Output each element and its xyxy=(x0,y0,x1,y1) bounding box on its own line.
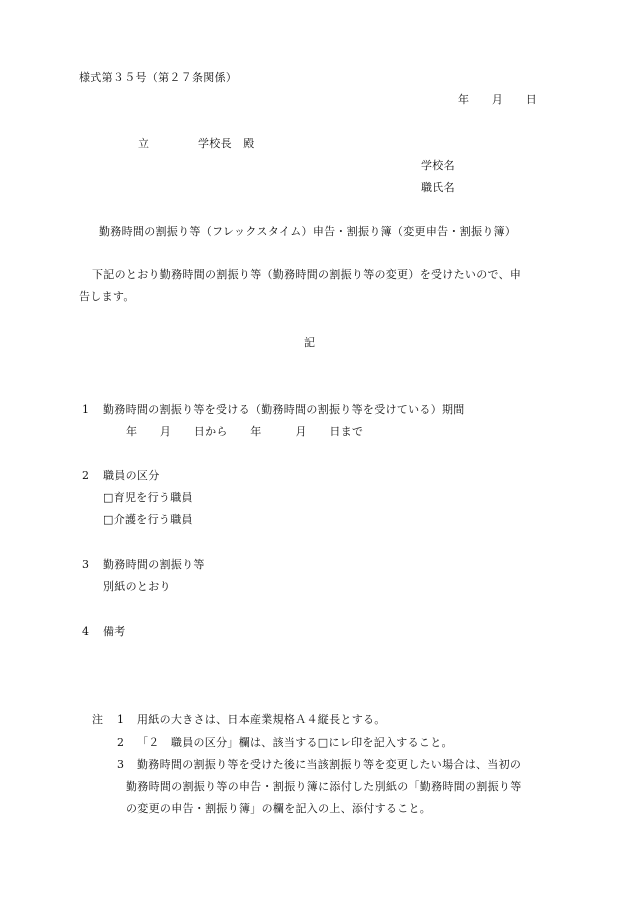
item1-number: 1 xyxy=(82,403,90,416)
item1-period: 年 月 日から 年 月 日まで xyxy=(126,425,364,438)
item2-option-nursing: □介護を行う職員 xyxy=(103,513,193,526)
note2-text: 「２ 職員の区分」欄は、該当する□にレ印を記入すること。 xyxy=(137,736,453,749)
note3-line2: 勤務時間の割振り等の申告・割振り簿に添付した別紙の「勤務時間の割振り等 xyxy=(126,780,522,793)
date-line: 年 月 日 xyxy=(458,93,538,106)
note1-text: 用紙の大きさは、日本産業規格Ａ４縦長とする。 xyxy=(137,713,386,726)
note1-number: 1 xyxy=(117,713,125,726)
school-name-label: 学校名 xyxy=(421,159,455,172)
item3-title: 勤務時間の割振り等 xyxy=(103,558,205,571)
request-text-line2: 告します。 xyxy=(79,290,135,303)
form-number: 様式第３５号（第２７条関係） xyxy=(79,71,238,84)
staff-name-label: 職氏名 xyxy=(421,181,455,194)
request-text-line1: 下記のとおり勤務時間の割振り等（勤務時間の割振り等の変更）を受けたいので、申 xyxy=(92,268,522,281)
document-title: 勤務時間の割振り等（フレックスタイム）申告・割振り簿（変更申告・割振り簿） xyxy=(99,225,517,238)
item4-title: 備考 xyxy=(103,625,126,638)
item3-number: 3 xyxy=(82,558,90,571)
note3-line1: 勤務時間の割振り等を受けた後に当該割振り等を変更したい場合は、当初の xyxy=(137,758,522,771)
item2-title: 職員の区分 xyxy=(103,469,160,482)
item2-number: 2 xyxy=(82,469,90,482)
notes-label: 注 xyxy=(92,713,104,726)
item4-number: 4 xyxy=(82,625,90,638)
item3-body: 別紙のとおり xyxy=(103,580,171,593)
ki-heading: 記 xyxy=(304,336,316,349)
addressee-principal: 学校長 殿 xyxy=(198,137,255,150)
note2-number: 2 xyxy=(117,736,125,749)
item1-title: 勤務時間の割振り等を受ける（勤務時間の割振り等を受けている）期間 xyxy=(103,403,465,416)
note3-line3: の変更の申告・割振り簿」の欄を記入の上、添付すること。 xyxy=(126,802,432,815)
note3-number: 3 xyxy=(117,758,125,771)
addressee-ritsu: 立 xyxy=(138,137,150,150)
item2-option-childcare: □育児を行う職員 xyxy=(103,491,193,504)
